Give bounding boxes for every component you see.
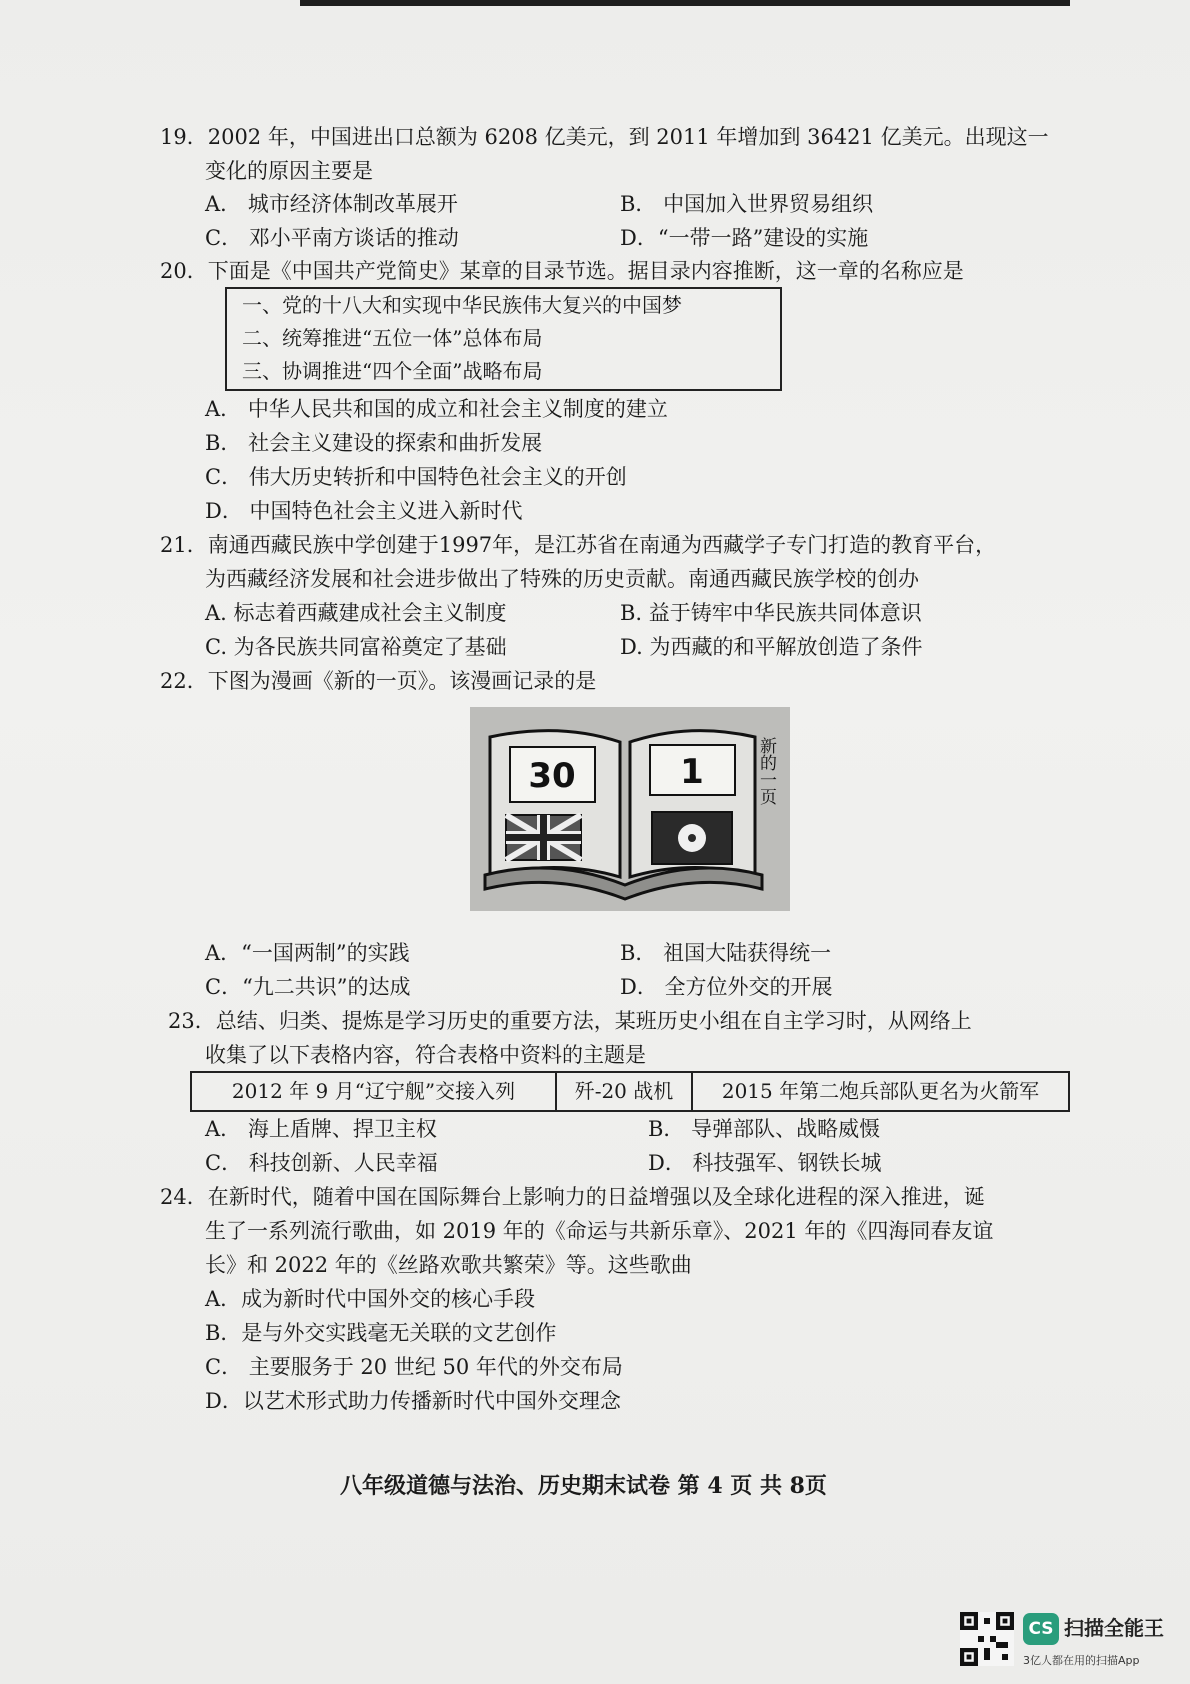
q23-stem-cont: 收集了以下表格内容，符合表格中资料的主题是 bbox=[205, 1043, 646, 1067]
page-footer: 八年级道德与法治、历史期末试卷 第 4 页 共 8页 bbox=[340, 1473, 827, 1499]
q21-stem: 21．南通西藏民族中学创建于1997年，是江苏省在南通为西藏学子专门打造的教育平台， bbox=[160, 533, 997, 557]
q19-option-d: D．“一带一路”建设的实施 bbox=[620, 226, 869, 250]
q19-stem-cont: 变化的原因主要是 bbox=[205, 159, 373, 183]
q20-option-a: A． 中华人民共和国的成立和社会主义制度的建立 bbox=[205, 397, 668, 421]
q21-stem-cont: 为西藏经济发展和社会进步做出了特殊的历史贡献。南通西藏民族学校的创办 bbox=[205, 567, 919, 591]
qr-code-icon bbox=[960, 1612, 1014, 1666]
q24-stem: 24．在新时代，随着中国在国际舞台上影响力的日益增强以及全球化进程的深入推进，诞 bbox=[160, 1185, 985, 1209]
union-jack-flag-icon bbox=[506, 815, 581, 860]
q23-option-b: B． 导弹部队、战略威慑 bbox=[648, 1117, 881, 1141]
q19-option-c: C． 邓小平南方谈话的推动 bbox=[205, 226, 459, 250]
q20-toc-item: 二、统筹推进“五位一体”总体布局 bbox=[242, 326, 543, 350]
cartoon-right-calendar-number: 1 bbox=[680, 752, 704, 792]
table-cell: 2012 年 9 月“辽宁舰”交接入列 bbox=[192, 1073, 557, 1110]
q24-stem-cont-2: 长》和 2022 年的《丝路欢歌共繁荣》等。这些歌曲 bbox=[205, 1253, 692, 1277]
q20-option-c: C． 伟大历史转折和中国特色社会主义的开创 bbox=[205, 465, 627, 489]
hong-kong-flag-icon bbox=[652, 812, 732, 864]
q21-option-c: C. 为各民族共同富裕奠定了基础 bbox=[205, 635, 507, 659]
table-cell: 歼-20 战机 bbox=[557, 1073, 693, 1110]
q20-option-b: B． 社会主义建设的探索和曲折发展 bbox=[205, 431, 543, 455]
table-cell: 2015 年第二炮兵部队更名为火箭军 bbox=[721, 1079, 1040, 1103]
q20-option-d: D． 中国特色社会主义进入新时代 bbox=[205, 499, 523, 523]
q22-option-d: D． 全方位外交的开展 bbox=[620, 975, 833, 999]
q19-stem: 19．2002 年，中国进出口总额为 6208 亿美元，到 2011 年增加到 36421 亿美元。出现这一 bbox=[160, 125, 1049, 149]
q20-stem: 20．下面是《中国共产党简史》某章的目录节选。据目录内容推断，这一章的名称应是 bbox=[160, 259, 964, 283]
q23-materials-table bbox=[190, 1071, 1070, 1112]
camscanner-tagline: 3亿人都在用的扫描App bbox=[1023, 1654, 1140, 1667]
q23-stem: 23．总结、归类、提炼是学习历史的重要方法，某班历史小组在自主学习时，从网络上 bbox=[168, 1009, 972, 1033]
scan-edge-bar bbox=[300, 0, 1070, 6]
cartoon-book-illustration bbox=[470, 707, 790, 911]
q22-stem: 22．下图为漫画《新的一页》。该漫画记录的是 bbox=[160, 669, 597, 693]
cartoon-left-calendar-number: 30 bbox=[528, 756, 576, 796]
q22-option-b: B． 祖国大陆获得统一 bbox=[620, 941, 832, 965]
q19-option-a: A． 城市经济体制改革展开 bbox=[205, 192, 458, 216]
q24-option-b: B．是与外交实践毫无关联的文艺创作 bbox=[205, 1321, 557, 1345]
q23-option-d: D． 科技强军、钢铁长城 bbox=[648, 1151, 882, 1175]
q21-option-a: A. 标志着西藏建成社会主义制度 bbox=[205, 601, 507, 625]
q19-option-b: B． 中国加入世界贸易组织 bbox=[620, 192, 874, 216]
camscanner-name: 扫描全能王 bbox=[1064, 1616, 1164, 1640]
cartoon-new-page-image bbox=[470, 707, 790, 911]
q23-option-c: C． 科技创新、人民幸福 bbox=[205, 1151, 438, 1175]
q21-option-b: B. 益于铸牢中华民族共同体意识 bbox=[620, 601, 922, 625]
q20-toc-item: 三、协调推进“四个全面”战略布局 bbox=[242, 359, 543, 383]
q20-toc-box bbox=[225, 287, 782, 391]
camscanner-logo: CS bbox=[1023, 1613, 1059, 1645]
q24-option-d: D．以艺术形式助力传播新时代中国外交理念 bbox=[205, 1389, 621, 1413]
q24-stem-cont: 生了一系列流行歌曲，如 2019 年的《命运与共新乐章》、2021 年的《四海同春友谊 bbox=[205, 1219, 994, 1243]
q22-option-a: A．“一国两制”的实践 bbox=[205, 941, 410, 965]
q22-option-c: C．“九二共识”的达成 bbox=[205, 975, 411, 999]
cartoon-caption-text: 新的一页 bbox=[756, 737, 776, 805]
q20-toc-item: 一、党的十八大和实现中华民族伟大复兴的中国梦 bbox=[242, 293, 682, 317]
q24-option-a: A．成为新时代中国外交的核心手段 bbox=[205, 1287, 536, 1311]
q23-option-a: A． 海上盾牌、捍卫主权 bbox=[205, 1117, 437, 1141]
q24-option-c: C． 主要服务于 20 世纪 50 年代的外交布局 bbox=[205, 1355, 623, 1379]
q21-option-d: D. 为西藏的和平解放创造了条件 bbox=[620, 635, 923, 659]
